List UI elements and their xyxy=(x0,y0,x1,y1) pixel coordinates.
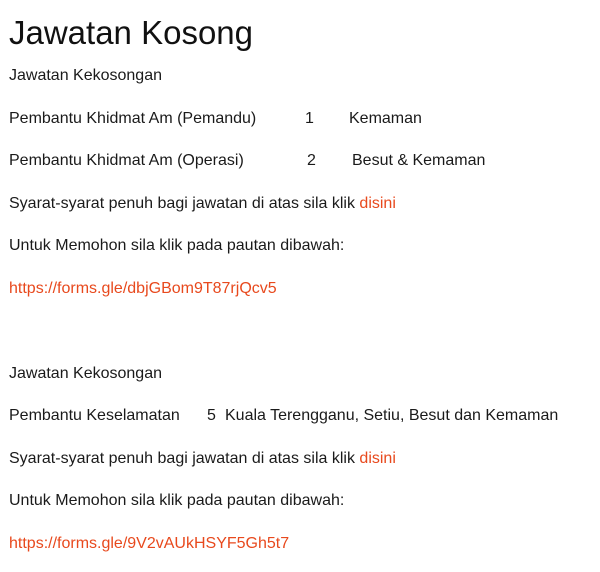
position-count: 2 xyxy=(307,152,316,169)
requirements-line xyxy=(9,449,396,469)
apply-link-line xyxy=(9,279,277,299)
apply-form-link[interactable]: https://forms.gle/dbjGBom9T87rjQcv5 xyxy=(9,280,277,297)
requirements-line xyxy=(9,194,396,214)
position-location: Kemaman xyxy=(349,110,422,127)
position-location: Besut & Kemaman xyxy=(352,152,486,169)
section-1-heading: Jawatan Kekosongan xyxy=(9,67,162,84)
apply-form-link[interactable]: https://forms.gle/9V2vAUkHSYF5Gh5t7 xyxy=(9,535,290,552)
page-content xyxy=(9,0,597,572)
position-name: Pembantu Khidmat Am (Operasi) xyxy=(9,152,244,169)
apply-instruction: Untuk Memohon sila klik pada pautan dibawah: xyxy=(9,492,345,509)
position-count: 1 xyxy=(305,110,314,127)
position-location: Kuala Terengganu, Setiu, Besut dan Kemaman xyxy=(225,407,559,424)
requirements-text: Syarat-syarat penuh bagi jawatan di atas sila klik xyxy=(9,195,355,212)
position-name: Pembantu Khidmat Am (Pemandu) xyxy=(9,110,257,127)
requirements-text: Syarat-syarat penuh bagi jawatan di atas sila klik xyxy=(9,450,355,467)
section-2-heading: Jawatan Kekosongan xyxy=(9,365,162,382)
position-name: Pembantu Keselamatan xyxy=(9,407,180,424)
requirements-link[interactable]: disini xyxy=(359,450,396,467)
position-count: 5 xyxy=(207,407,216,424)
page-title: Jawatan Kosong xyxy=(9,14,254,51)
apply-link-line xyxy=(9,534,289,554)
requirements-link[interactable]: disini xyxy=(359,195,396,212)
apply-instruction: Untuk Memohon sila klik pada pautan dibawah: xyxy=(9,237,345,254)
